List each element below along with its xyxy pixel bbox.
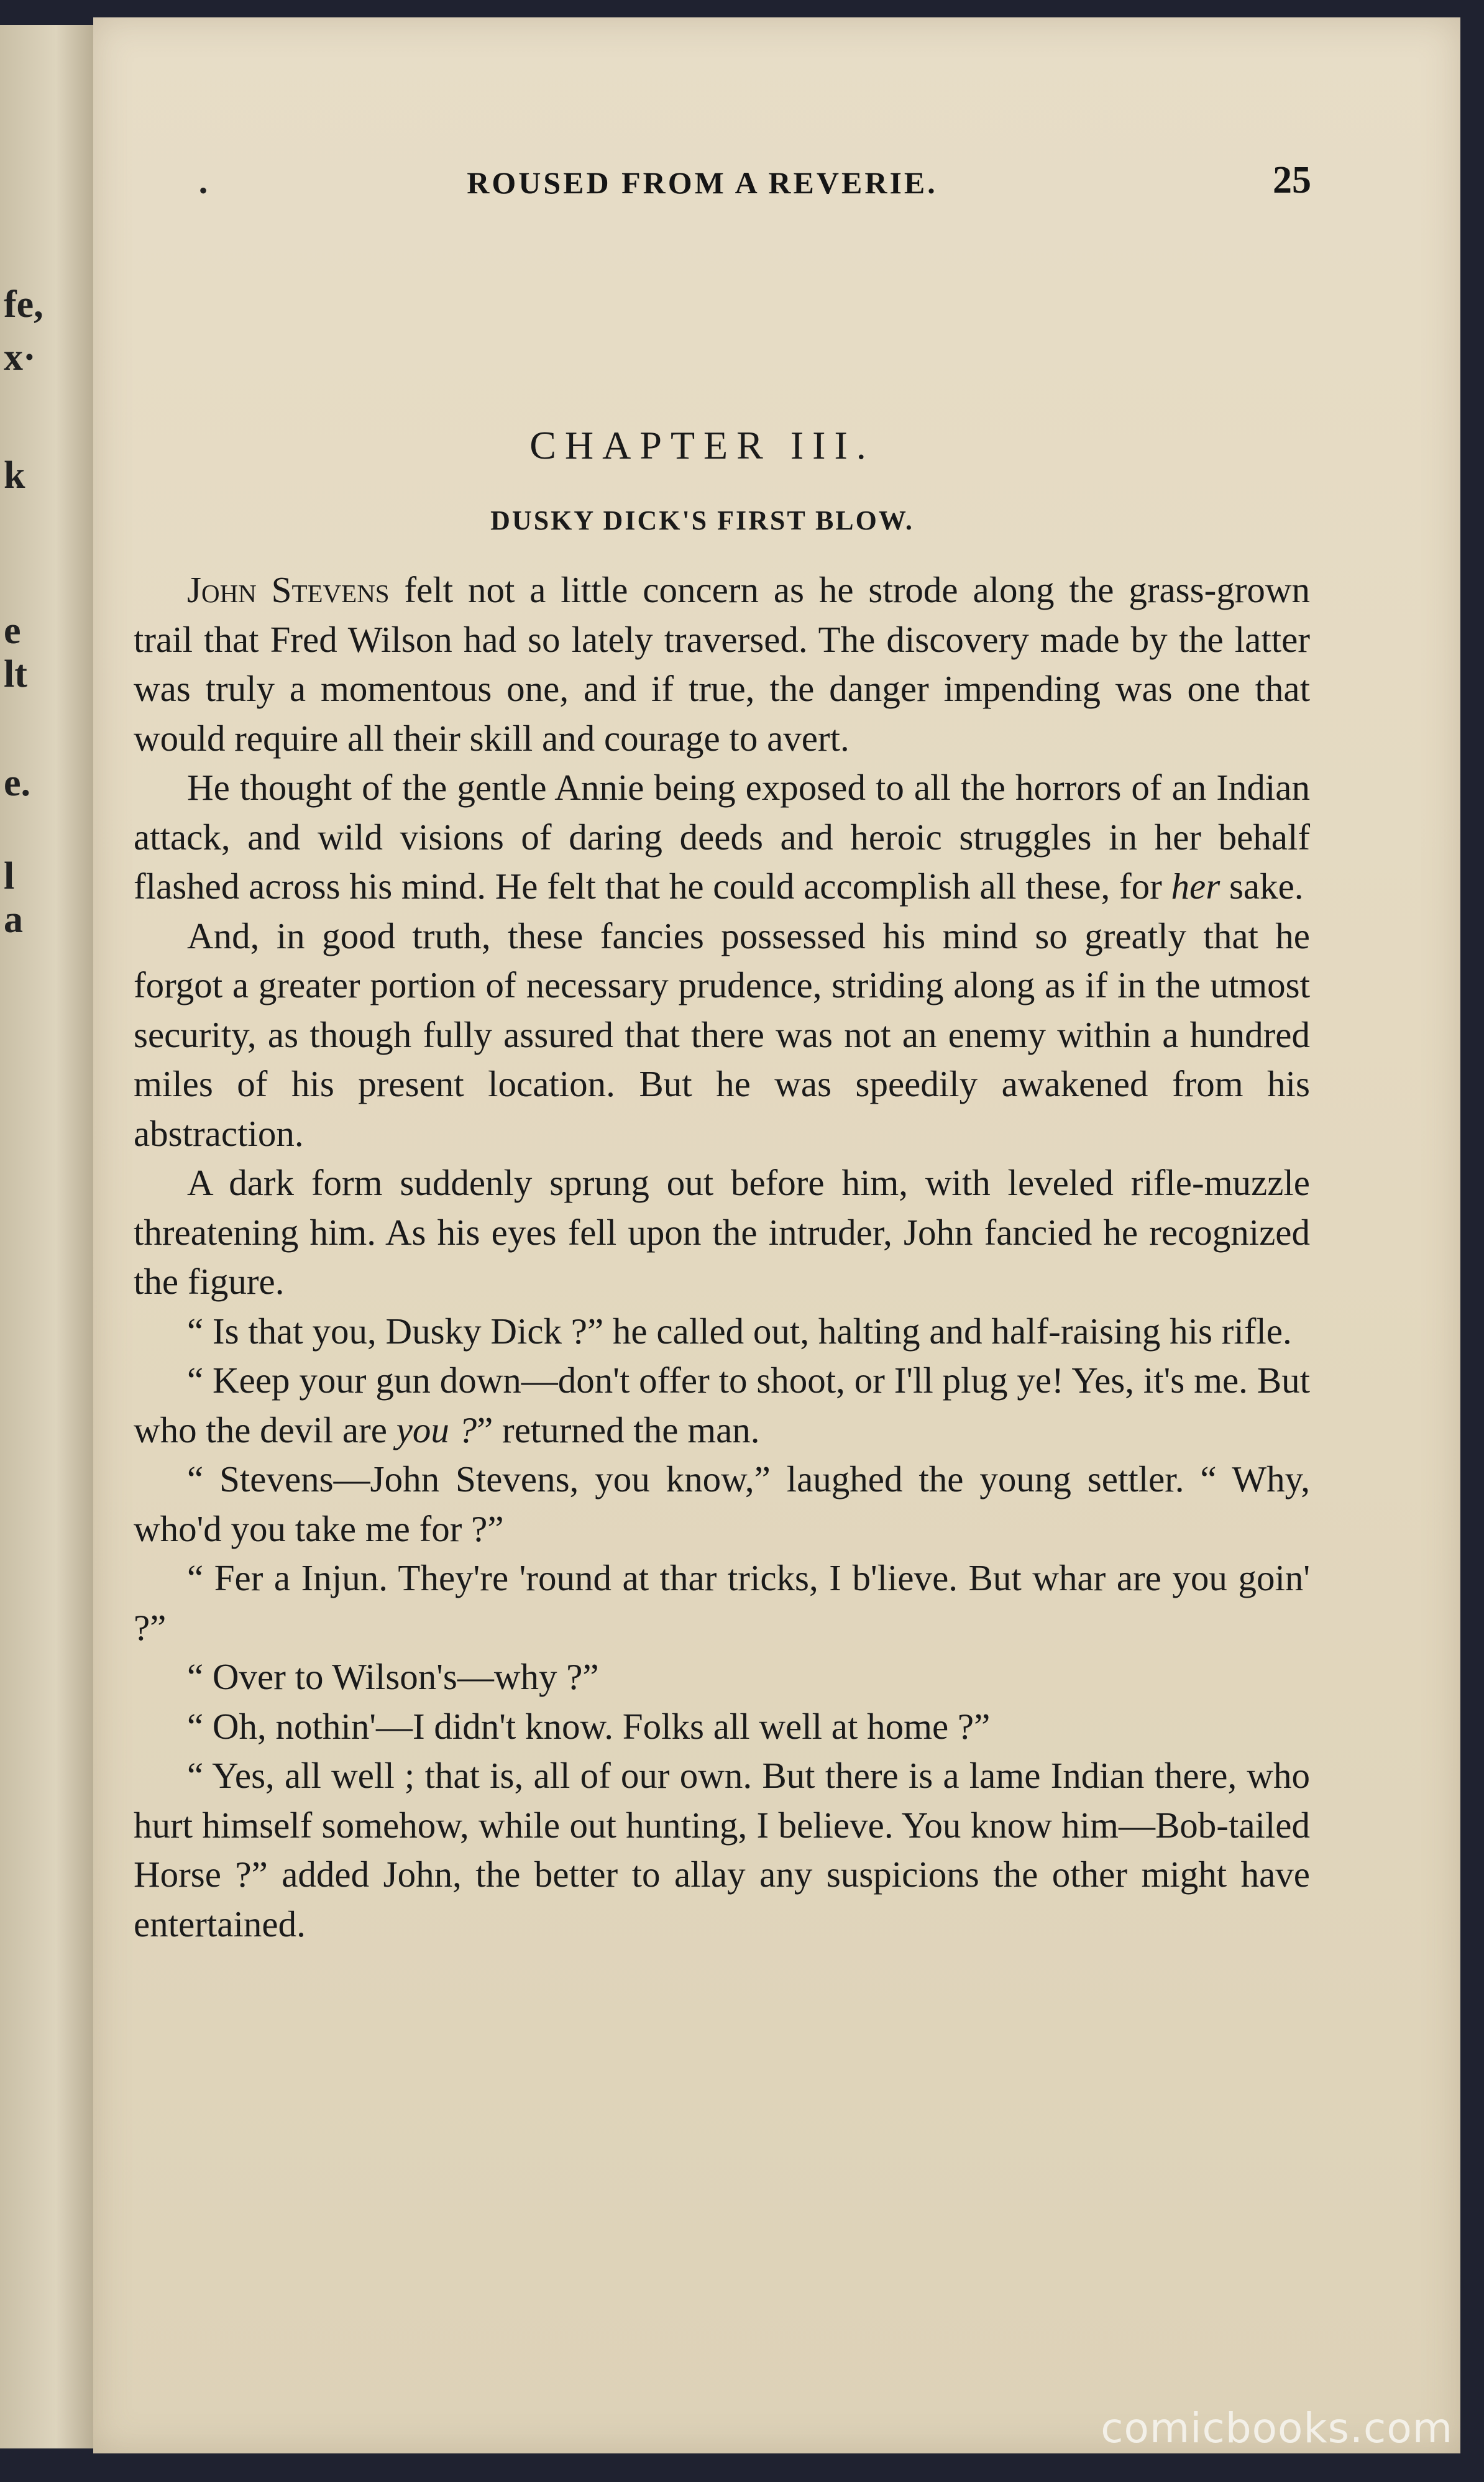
paragraph	[134, 566, 1310, 763]
paragraph-text: felt not a little concern as he strode along the grass-grown trail that Fred Wilson had so lately traversed. The discovery made by the latter was truly a momentous one, and if true, the danger impending was one that would require all their skill and courage to avert.	[134, 569, 1310, 759]
paragraph	[134, 1356, 1310, 1455]
paragraph-text-after: sake.	[1220, 866, 1304, 907]
chapter-body	[134, 566, 1310, 1949]
paragraph	[134, 1455, 1310, 1554]
left-page-fragment: e	[4, 610, 21, 652]
paragraph	[134, 912, 1310, 1159]
paragraph	[134, 1307, 1310, 1357]
left-page-fragment: fe,	[4, 283, 44, 326]
paragraph-text: “ Stevens—John Stevens, you know,” laughed the young settler. “ Why, who'd you take me for ?”	[134, 1459, 1310, 1549]
paragraph	[134, 763, 1310, 912]
left-page-fragment: lt	[4, 653, 27, 695]
paragraph-text: “ Oh, nothin'—I didn't know. Folks all well at home ?”	[187, 1705, 991, 1747]
left-page-fragment: e.	[4, 762, 31, 804]
paragraph-text: “ Is that you, Dusky Dick ?” he called out, halting and half-raising his rifle.	[187, 1310, 1292, 1352]
paragraph-text: “ Keep your gun down—don't offer to shoot, or I'll plug ye! Yes, it's me. But who the devil are	[134, 1360, 1310, 1450]
chapter-title: CHAPTER III.	[529, 423, 875, 467]
emphasis-text: you ?	[396, 1409, 477, 1450]
paragraph-text: A dark form suddenly sprung out before him, with leveled rifle-muzzle threatening him. As his eyes fell upon the intruder, John fancied he recognized the figure.	[134, 1162, 1310, 1302]
paragraph-text: And, in good truth, these fancies possessed his mind so greatly that he forgot a greater portion of necessary prudence, striding along as if in the utmost security, as though fully assured that there was not an enemy within a hundred miles of his present location. But he was speedily awakened from his abstraction.	[134, 915, 1310, 1154]
paragraph	[134, 1158, 1310, 1307]
left-page-fragment: k	[4, 454, 25, 497]
paragraph	[134, 1702, 1310, 1752]
paragraph-text: “ Over to Wilson's—why ?”	[187, 1656, 599, 1697]
left-page-fragment: x·	[4, 336, 36, 378]
paragraph	[134, 1554, 1310, 1652]
page-number: 25	[1273, 159, 1311, 201]
chapter-subtitle: DUSKY DICK'S FIRST BLOW.	[490, 505, 914, 536]
watermark: comicbooks.com	[1101, 2404, 1453, 2452]
running-head-title: ROUSED FROM A REVERIE.	[467, 165, 938, 200]
paragraph-text: “ Yes, all well ; that is, all of our own. But there is a lame Indian there, who hurt himself somehow, while out hunting, I believe. You know him—Bob-tailed Horse ?” added John, the better to allay any suspicions the other might have entertained.	[134, 1755, 1310, 1944]
paragraph-text: “ Fer a Injun. They're 'round at thar tricks, I b'lieve. But whar are you goin' ?”	[134, 1557, 1310, 1648]
left-page-edge	[0, 25, 97, 2448]
paragraph-text: He thought of the gentle Annie being exposed to all the horrors of an Indian attack, and wild visions of daring deeds and heroic struggles in her behalf flashed across his mind. He felt that he could accomplish all these, for	[134, 767, 1310, 907]
emphasis-text: her	[1171, 866, 1221, 907]
left-page-fragment: l	[4, 855, 15, 897]
running-head	[93, 158, 1311, 214]
paragraph	[134, 1751, 1310, 1949]
paragraph	[134, 1652, 1310, 1702]
left-page-fragment: a	[4, 899, 23, 941]
paragraph-text-after: ” returned the man.	[477, 1409, 760, 1450]
paragraph-lead: John Stevens	[187, 569, 390, 610]
running-head-mark: •	[199, 176, 208, 204]
